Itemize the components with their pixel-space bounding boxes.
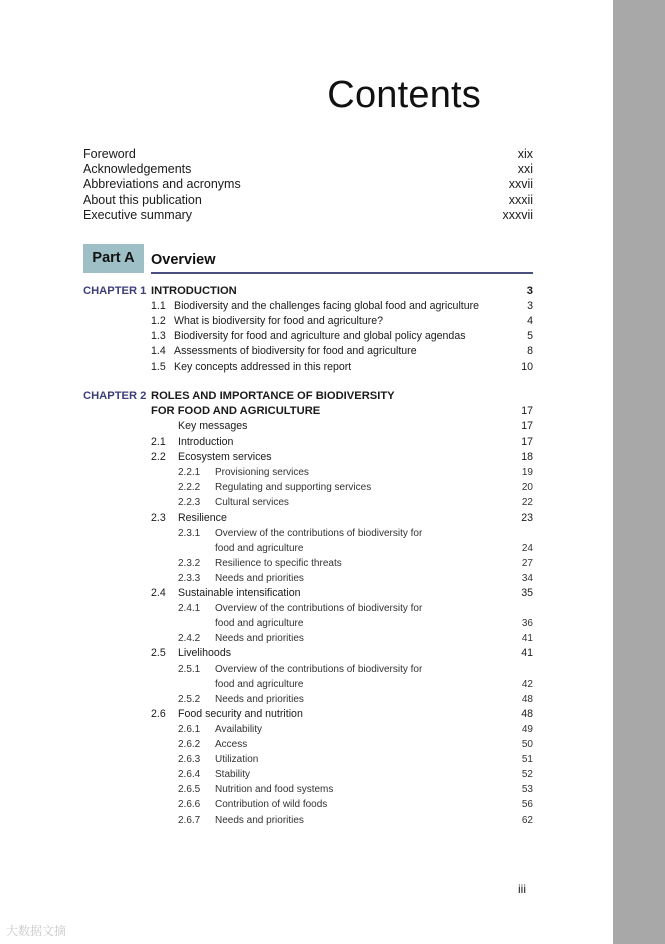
toc-entry[interactable] (83, 571, 533, 586)
entry-number: 2.6 (151, 708, 166, 720)
entry-page: 42 (521, 679, 533, 690)
entry-title: Needs and priorities (215, 573, 304, 584)
entry-title: Needs and priorities (215, 815, 304, 826)
entry-number: 2.2 (151, 451, 166, 463)
entry-page: 5 (527, 330, 533, 342)
entry-title: Contribution of wild foods (215, 799, 328, 810)
entry-page: xxxvii (502, 207, 533, 222)
toc-entry-abbreviations[interactable] (83, 177, 533, 192)
toc-entry[interactable] (83, 360, 533, 375)
entry-title: Abbreviations and acronyms (83, 177, 241, 192)
toc-entry[interactable] (83, 692, 533, 707)
entry-number: 2.5.2 (178, 694, 201, 705)
toc-entry-foreword[interactable] (83, 147, 533, 162)
toc-entry[interactable] (83, 752, 533, 767)
entry-page: 52 (521, 769, 533, 780)
entry-number: 2.6.4 (178, 769, 201, 780)
toc-entry-continued[interactable] (83, 541, 533, 556)
part-title: Overview (151, 252, 216, 268)
entry-page: 4 (527, 315, 533, 327)
entry-title: Overview of the contributions of biodiversity for (215, 528, 423, 539)
toc-entry[interactable] (83, 737, 533, 752)
entry-page: 56 (521, 799, 533, 810)
entry-page: 17 (521, 420, 533, 432)
toc-entry[interactable] (83, 465, 533, 480)
entry-title: Provisioning services (215, 467, 309, 478)
toc-entry[interactable] (83, 813, 533, 828)
entry-page: xxvii (508, 177, 533, 192)
entry-title: food and agriculture (215, 543, 304, 554)
toc-entry[interactable] (83, 631, 533, 646)
entry-title: Availability (215, 724, 263, 735)
entry-title: Assessments of biodiversity for food and agriculture (174, 345, 417, 357)
entry-number: 2.4.1 (178, 603, 201, 614)
entry-page: 48 (521, 694, 533, 705)
entry-title: Access (215, 739, 248, 750)
entry-page: 35 (521, 587, 533, 599)
entry-number: 2.3.2 (178, 558, 201, 569)
toc-entry[interactable] (83, 797, 533, 812)
entry-title: Stability (215, 769, 251, 780)
entry-title: About this publication (83, 192, 202, 207)
toc-entry[interactable] (83, 329, 533, 344)
toc-entry[interactable] (83, 707, 533, 722)
toc-entry-executive-summary[interactable] (83, 208, 533, 223)
entry-page: 48 (521, 708, 533, 720)
entry-page: 19 (521, 467, 533, 478)
entry-page: 53 (521, 784, 533, 795)
entry-title: Introduction (178, 436, 234, 448)
toc-entry[interactable] (83, 526, 533, 541)
entry-page: 36 (521, 618, 533, 629)
chapter-title: INTRODUCTION (151, 285, 237, 297)
entry-number: 2.5 (151, 647, 166, 659)
entry-page: 17 (521, 436, 533, 448)
entry-page: 3 (527, 300, 533, 312)
entry-number: 2.3.1 (178, 528, 201, 539)
toc-entry-continued[interactable] (83, 616, 533, 631)
entry-title: Key messages (178, 420, 248, 432)
entry-title: Overview of the contributions of biodiversity for (215, 603, 423, 614)
entry-title: Nutrition and food systems (215, 784, 334, 795)
entry-page: 41 (521, 633, 533, 644)
entry-number: 2.6.3 (178, 754, 201, 765)
entry-page: 18 (521, 451, 533, 463)
entry-number: 1.2 (151, 315, 166, 327)
entry-number: 2.6.6 (178, 799, 201, 810)
entry-title: Acknowledgements (83, 162, 192, 177)
entry-page: 22 (521, 497, 533, 508)
toc-entry[interactable] (83, 495, 533, 510)
toc-entry[interactable] (83, 767, 533, 782)
entry-page: 49 (521, 724, 533, 735)
entry-title: Needs and priorities (215, 633, 304, 644)
toc-entry[interactable] (83, 450, 533, 465)
page-title: Contents (327, 74, 481, 116)
chapter-label: CHAPTER 2 (83, 390, 147, 402)
entry-number: 2.4 (151, 587, 166, 599)
entry-page: 24 (521, 543, 533, 554)
toc-entry[interactable] (83, 314, 533, 329)
toc-entry-acknowledgements[interactable] (83, 162, 533, 177)
entry-number: 2.1 (151, 436, 166, 448)
entry-page: 50 (521, 739, 533, 750)
toc-entry[interactable] (83, 722, 533, 737)
page-edge-bar (613, 0, 665, 944)
entry-page: xix (517, 147, 533, 161)
chapter-1-heading[interactable] (83, 284, 533, 299)
entry-title: Overview of the contributions of biodiversity for (215, 664, 423, 675)
toc-entry[interactable] (83, 511, 533, 526)
entry-title: Sustainable intensification (178, 587, 301, 599)
chapter-page: 17 (521, 405, 533, 417)
toc-entry[interactable] (83, 344, 533, 359)
chapter-label: CHAPTER 1 (83, 285, 147, 297)
part-header (83, 244, 533, 273)
entry-page: 23 (521, 512, 533, 524)
entry-number: 2.6.1 (178, 724, 201, 735)
toc-entry-about[interactable] (83, 193, 533, 208)
watermark: 大数据文摘 (6, 924, 67, 938)
entry-number: 2.6.7 (178, 815, 201, 826)
entry-number: 2.3 (151, 512, 166, 524)
toc-entry[interactable] (83, 601, 533, 616)
part-label: Part A (83, 244, 144, 273)
entry-page: 62 (521, 815, 533, 826)
toc-entry[interactable] (83, 299, 533, 314)
entry-page: 20 (521, 482, 533, 493)
entry-title: Needs and priorities (215, 694, 304, 705)
entry-title: Resilience to specific threats (215, 558, 342, 569)
page-number: iii (518, 882, 526, 896)
entry-page: 10 (521, 361, 533, 373)
entry-page: 51 (521, 754, 533, 765)
entry-number: 2.5.1 (178, 664, 201, 675)
entry-number: 1.5 (151, 361, 166, 373)
entry-title: Ecosystem services (178, 451, 272, 463)
entry-title: Biodiversity for food and agriculture and global policy agendas (174, 330, 466, 342)
entry-number: 2.4.2 (178, 633, 201, 644)
entry-title: Foreword (83, 147, 136, 161)
toc-entry[interactable] (83, 419, 533, 434)
entry-title: What is biodiversity for food and agriculture? (174, 315, 384, 327)
entry-page: 34 (521, 573, 533, 584)
entry-number: 2.6.5 (178, 784, 201, 795)
entry-number: 2.2.2 (178, 482, 201, 493)
entry-title: Resilience (178, 512, 227, 524)
chapter-title: ROLES AND IMPORTANCE OF BIODIVERSITY (151, 390, 395, 402)
entry-title: Key concepts addressed in this report (174, 361, 352, 373)
chapter-2-heading-continued[interactable] (83, 404, 533, 419)
entry-number: 2.3.3 (178, 573, 201, 584)
toc-entry[interactable] (83, 556, 533, 571)
entry-title: Cultural services (215, 497, 289, 508)
toc-entry[interactable] (83, 646, 533, 661)
entry-number: 1.1 (151, 300, 166, 312)
entry-title: Food security and nutrition (178, 708, 303, 720)
entry-title: Executive summary (83, 207, 193, 222)
entry-number: 2.6.2 (178, 739, 201, 750)
entry-title: Utilization (215, 754, 259, 765)
entry-number: 2.2.3 (178, 497, 201, 508)
entry-title: Livelihoods (178, 647, 232, 659)
entry-title: Biodiversity and the challenges facing global food and agriculture (174, 300, 480, 312)
entry-number: 2.2.1 (178, 467, 201, 478)
toc-entry[interactable] (83, 435, 533, 450)
toc-entry[interactable] (83, 662, 533, 677)
entry-title: food and agriculture (215, 679, 304, 690)
entry-title: food and agriculture (215, 618, 304, 629)
entry-page: xxi (517, 162, 533, 177)
entry-page: 27 (521, 558, 533, 569)
toc-entry[interactable] (83, 480, 533, 495)
front-matter-list (83, 147, 533, 223)
chapter-title: FOR FOOD AND AGRICULTURE (151, 405, 321, 417)
chapter-2-heading[interactable] (83, 389, 533, 404)
toc-entry-continued[interactable] (83, 677, 533, 692)
toc-entry[interactable] (83, 782, 533, 797)
entry-page: 41 (521, 647, 533, 659)
part-divider (151, 272, 533, 274)
entry-title: Regulating and supporting services (215, 482, 372, 493)
entry-number: 1.4 (151, 345, 166, 357)
chapter-page: 3 (526, 285, 533, 297)
entry-page: 8 (527, 345, 533, 357)
entry-page: xxxii (508, 192, 533, 207)
toc-entry[interactable] (83, 586, 533, 601)
entry-number: 1.3 (151, 330, 166, 342)
